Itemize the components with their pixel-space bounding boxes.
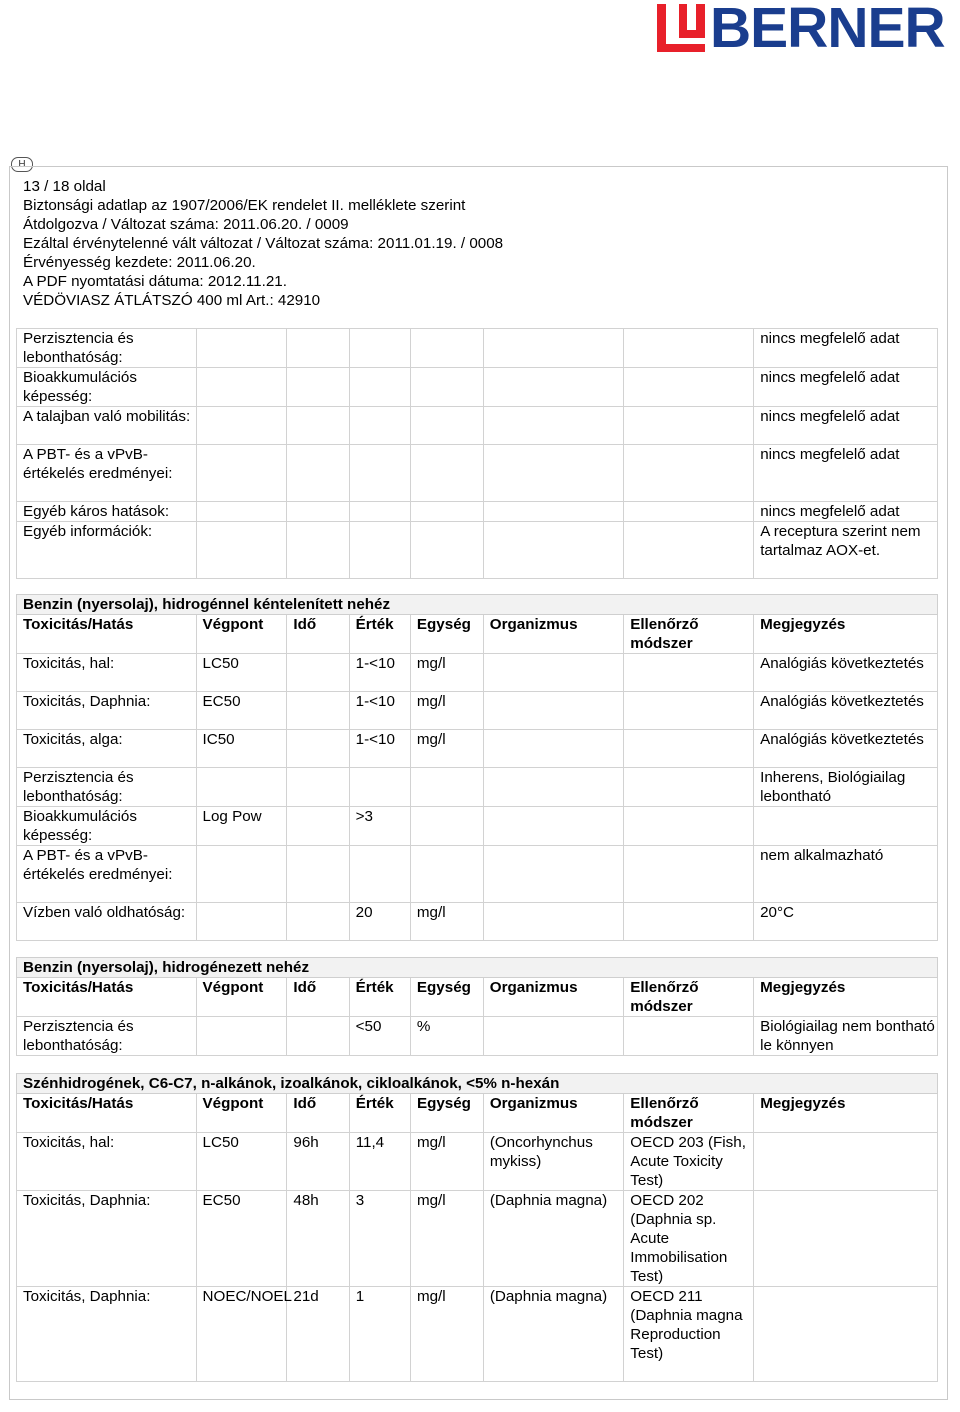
table-cell <box>483 768 623 807</box>
table-cell: Toxicitás, Daphnia: <box>17 1191 197 1287</box>
table-cell <box>196 768 287 807</box>
table-row <box>17 1017 938 1056</box>
berner-logo-text: BERNER <box>710 0 945 60</box>
table-cell <box>349 768 410 807</box>
table-cell <box>483 502 623 522</box>
substance-body-2 <box>17 1017 938 1056</box>
table-cell: Perzisztencia és lebonthatóság: <box>17 768 197 807</box>
table-cell: Analógiás következtetés <box>754 730 938 768</box>
table-row <box>17 903 938 941</box>
table-cell: Toxicitás, Daphnia: <box>17 692 197 730</box>
table-cell <box>483 522 623 579</box>
superseded-version: Ezáltal érvénytelenné vált változat / Változat száma: 2011.01.19. / 0008 <box>23 235 504 252</box>
column-header: Megjegyzés <box>754 978 938 1017</box>
general-info-table <box>16 328 938 579</box>
table-row <box>17 522 938 579</box>
table-cell <box>287 846 349 903</box>
table-cell: Toxicitás, alga: <box>17 730 197 768</box>
table-cell: mg/l <box>410 903 483 941</box>
pdf-print-date: A PDF nyomtatási dátuma: 2012.11.21. <box>23 273 287 290</box>
table-cell: Toxicitás, hal: <box>17 1133 197 1191</box>
table-cell: mg/l <box>410 654 483 692</box>
table-cell <box>349 407 410 445</box>
table-cell <box>287 368 349 407</box>
table-cell: 20 <box>349 903 410 941</box>
column-header: Érték <box>349 978 410 1017</box>
substance-table-1 <box>16 594 938 941</box>
table-cell: (Daphnia magna) <box>483 1287 623 1382</box>
table-cell <box>624 445 754 502</box>
table-cell <box>483 368 623 407</box>
column-header: Toxicitás/Hatás <box>17 1094 197 1133</box>
table-cell <box>410 807 483 846</box>
table-cell <box>287 329 349 368</box>
table-cell <box>624 768 754 807</box>
table-cell: Bioakkumulációs képesség: <box>17 368 197 407</box>
table-row <box>17 502 938 522</box>
substance-table-3 <box>16 1073 938 1382</box>
table-cell: nincs megfelelő adat <box>754 445 938 502</box>
table-cell <box>287 903 349 941</box>
column-header: Organizmus <box>483 615 623 654</box>
table-cell <box>349 329 410 368</box>
substance-title-1: Benzin (nyersolaj), hidrogénnel kéntelenített nehéz <box>17 595 938 615</box>
table-cell: 96h <box>287 1133 349 1191</box>
substance-body-1 <box>17 654 938 941</box>
substance-title-3: Szénhidrogének, C6-C7, n-alkánok, izoalkánok, cikloalkánok, <5% n-hexán <box>17 1074 938 1094</box>
table-cell: >3 <box>349 807 410 846</box>
document-header <box>23 177 503 310</box>
table-cell <box>624 846 754 903</box>
table-row <box>17 1133 938 1191</box>
column-header-row <box>17 615 938 654</box>
column-header: Toxicitás/Hatás <box>17 978 197 1017</box>
table-cell: 3 <box>349 1191 410 1287</box>
column-header: Organizmus <box>483 978 623 1017</box>
table-cell <box>287 654 349 692</box>
table-row <box>17 730 938 768</box>
column-header: Ellenőrző módszer <box>624 1094 754 1133</box>
table-cell <box>410 502 483 522</box>
table-cell <box>196 903 287 941</box>
revision-version: Átdolgozva / Változat száma: 2011.06.20. / 0009 <box>23 216 349 233</box>
table-cell: Toxicitás, Daphnia: <box>17 1287 197 1382</box>
language-badge: H <box>11 157 33 172</box>
table-cell: Analógiás következtetés <box>754 654 938 692</box>
table-cell <box>483 1017 623 1056</box>
table-cell: IC50 <box>196 730 287 768</box>
table-cell <box>624 1017 754 1056</box>
sds-regulation: Biztonsági adatlap az 1907/2006/EK rendelet II. melléklete szerint <box>23 197 466 214</box>
column-header: Idő <box>287 1094 349 1133</box>
table-cell <box>483 407 623 445</box>
table-cell <box>483 807 623 846</box>
table-cell <box>483 692 623 730</box>
table-cell <box>349 445 410 502</box>
table-cell <box>287 730 349 768</box>
table-cell <box>196 846 287 903</box>
table-cell <box>287 692 349 730</box>
table-cell: <50 <box>349 1017 410 1056</box>
table-row <box>17 692 938 730</box>
table-cell <box>483 846 623 903</box>
table-cell: OECD 202 (Daphnia sp. Acute Immobilisation Test) <box>624 1191 754 1287</box>
column-header: Toxicitás/Hatás <box>17 615 197 654</box>
table-cell: OECD 203 (Fish, Acute Toxicity Test) <box>624 1133 754 1191</box>
table-cell <box>349 522 410 579</box>
product-name: VÉDÖVIASZ ÁTLÁTSZÓ 400 ml Art.: 42910 <box>23 292 321 309</box>
table-cell: (Daphnia magna) <box>483 1191 623 1287</box>
table-cell: mg/l <box>410 692 483 730</box>
table-cell <box>349 846 410 903</box>
table-cell: Egyéb káros hatások: <box>17 502 197 522</box>
table-cell: nem alkalmazható <box>754 846 938 903</box>
table-cell <box>287 807 349 846</box>
table-cell <box>196 368 287 407</box>
column-header: Megjegyzés <box>754 1094 938 1133</box>
berner-logo-mark <box>657 4 705 52</box>
table-cell: nincs megfelelő adat <box>754 329 938 368</box>
column-header: Érték <box>349 1094 410 1133</box>
column-header: Egység <box>410 615 483 654</box>
table-cell <box>754 1133 938 1191</box>
table-cell <box>624 407 754 445</box>
table-cell <box>196 502 287 522</box>
table-cell: Bioakkumulációs képesség: <box>17 807 197 846</box>
table-cell: 11,4 <box>349 1133 410 1191</box>
column-header: Érték <box>349 615 410 654</box>
table-cell: Toxicitás, hal: <box>17 654 197 692</box>
table-cell <box>754 807 938 846</box>
column-header: Végpont <box>196 1094 287 1133</box>
table-cell <box>196 445 287 502</box>
table-cell: (Oncorhynchus mykiss) <box>483 1133 623 1191</box>
table-row <box>17 1191 938 1287</box>
column-header: Egység <box>410 1094 483 1133</box>
table-cell <box>624 730 754 768</box>
table-cell <box>624 502 754 522</box>
column-header: Egység <box>410 978 483 1017</box>
table-cell <box>624 329 754 368</box>
table-cell <box>624 522 754 579</box>
table-cell: mg/l <box>410 1287 483 1382</box>
table-cell <box>483 730 623 768</box>
table-cell <box>624 368 754 407</box>
general-info-body <box>17 329 938 579</box>
column-header-row <box>17 978 938 1017</box>
table-cell: EC50 <box>196 692 287 730</box>
table-cell: A PBT- és a vPvB-értékelés eredményei: <box>17 445 197 502</box>
table-cell: NOEC/NOEL <box>196 1287 287 1382</box>
table-row <box>17 445 938 502</box>
page-number: 13 / 18 oldal <box>23 178 106 195</box>
table-cell <box>624 692 754 730</box>
table-cell: Biológiailag nem bontható le könnyen <box>754 1017 938 1056</box>
table-cell: Vízben való oldhatóság: <box>17 903 197 941</box>
table-row <box>17 1287 938 1382</box>
table-cell <box>410 407 483 445</box>
table-cell: mg/l <box>410 1133 483 1191</box>
table-cell: nincs megfelelő adat <box>754 502 938 522</box>
table-cell <box>410 368 483 407</box>
table-cell: 21d <box>287 1287 349 1382</box>
table-cell <box>349 368 410 407</box>
table-cell <box>196 329 287 368</box>
table-cell: A talajban való mobilitás: <box>17 407 197 445</box>
table-cell <box>483 329 623 368</box>
table-cell <box>196 407 287 445</box>
table-cell: nincs megfelelő adat <box>754 407 938 445</box>
table-cell <box>624 903 754 941</box>
table-cell: nincs megfelelő adat <box>754 368 938 407</box>
table-cell: mg/l <box>410 1191 483 1287</box>
table-cell <box>624 654 754 692</box>
table-cell <box>287 768 349 807</box>
table-cell: LC50 <box>196 654 287 692</box>
column-header: Idő <box>287 978 349 1017</box>
table-cell <box>410 768 483 807</box>
table-cell: 1 <box>349 1287 410 1382</box>
table-cell <box>287 445 349 502</box>
column-header: Idő <box>287 615 349 654</box>
table-cell: Log Pow <box>196 807 287 846</box>
table-cell <box>410 522 483 579</box>
table-cell: % <box>410 1017 483 1056</box>
table-row <box>17 807 938 846</box>
table-cell <box>624 807 754 846</box>
table-cell <box>410 329 483 368</box>
table-cell <box>754 1287 938 1382</box>
table-cell <box>196 522 287 579</box>
table-cell: 1-<10 <box>349 730 410 768</box>
column-header: Végpont <box>196 978 287 1017</box>
table-cell: Analógiás következtetés <box>754 692 938 730</box>
substance-table-2 <box>16 957 938 1056</box>
column-header: Ellenőrző módszer <box>624 615 754 654</box>
column-header: Végpont <box>196 615 287 654</box>
table-cell <box>410 445 483 502</box>
table-cell <box>287 502 349 522</box>
table-row <box>17 368 938 407</box>
table-cell: Egyéb információk: <box>17 522 197 579</box>
table-cell <box>349 502 410 522</box>
table-cell: A receptura szerint nem tartalmaz AOX-et. <box>754 522 938 579</box>
column-header: Megjegyzés <box>754 615 938 654</box>
table-cell <box>287 1017 349 1056</box>
table-cell <box>754 1191 938 1287</box>
table-cell <box>483 903 623 941</box>
table-cell: A PBT- és a vPvB-értékelés eredményei: <box>17 846 197 903</box>
column-header-row <box>17 1094 938 1133</box>
table-row <box>17 407 938 445</box>
table-cell: Perzisztencia és lebonthatóság: <box>17 329 197 368</box>
table-cell <box>196 1017 287 1056</box>
substance-body-3 <box>17 1133 938 1382</box>
table-cell: 1-<10 <box>349 654 410 692</box>
table-cell <box>287 522 349 579</box>
table-cell: Inherens, Biológiailag lebontható <box>754 768 938 807</box>
table-cell <box>483 654 623 692</box>
table-cell: 48h <box>287 1191 349 1287</box>
table-row <box>17 654 938 692</box>
table-cell: LC50 <box>196 1133 287 1191</box>
valid-from: Érvényesség kezdete: 2011.06.20. <box>23 254 256 271</box>
table-cell: 20°C <box>754 903 938 941</box>
berner-logo <box>657 0 959 60</box>
table-cell <box>483 445 623 502</box>
table-row <box>17 329 938 368</box>
table-cell: Perzisztencia és lebonthatóság: <box>17 1017 197 1056</box>
table-cell: EC50 <box>196 1191 287 1287</box>
table-cell: 1-<10 <box>349 692 410 730</box>
table-cell <box>410 846 483 903</box>
column-header: Ellenőrző módszer <box>624 978 754 1017</box>
table-cell: mg/l <box>410 730 483 768</box>
column-header: Organizmus <box>483 1094 623 1133</box>
table-cell: OECD 211 (Daphnia magna Reproduction Test) <box>624 1287 754 1382</box>
substance-title-2: Benzin (nyersolaj), hidrogénezett nehéz <box>17 958 938 978</box>
table-row <box>17 846 938 903</box>
table-row <box>17 768 938 807</box>
table-cell <box>287 407 349 445</box>
